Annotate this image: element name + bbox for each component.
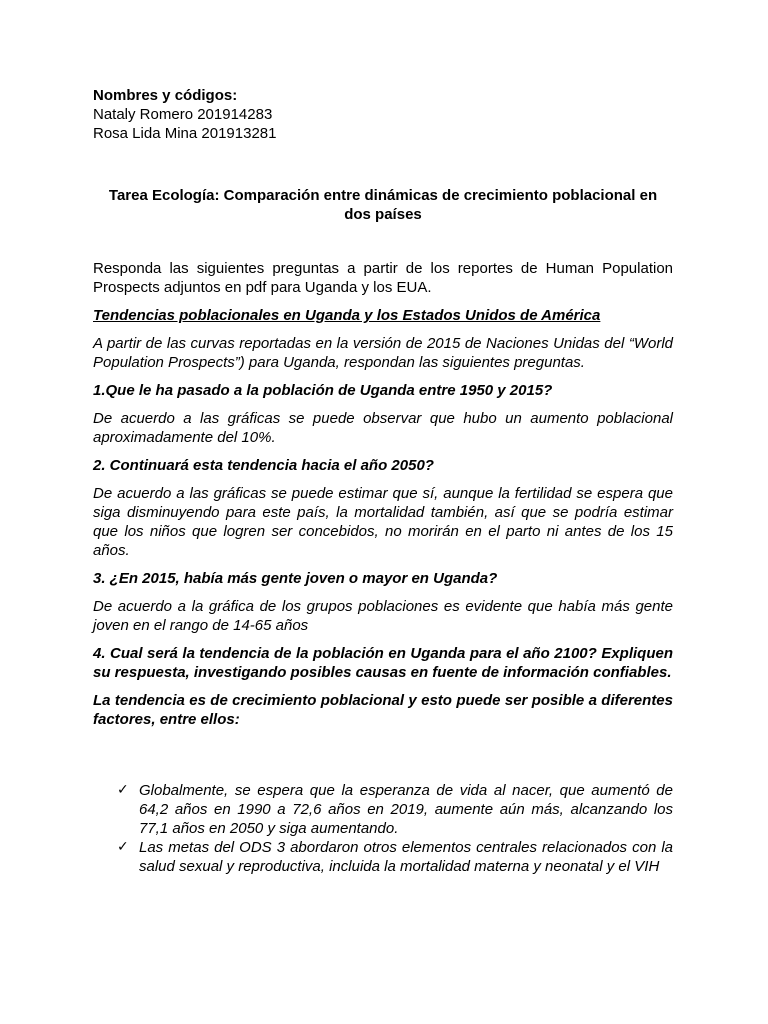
section-description: A partir de las curvas reportadas en la versión de 2015 de Naciones Unidas del “World Population Prospects”) para Uganda, respondan las siguientes preguntas. [93, 335, 673, 371]
answer-1: De acuerdo a las gráficas se puede observar que hubo un aumento poblacional aproximadamente del 10%. [93, 410, 673, 446]
document-title: Tarea Ecología: Comparación entre dinámicas de crecimiento poblacional en dos países [108, 187, 658, 223]
document-page [93, 86, 673, 876]
check-icon: ✓ [117, 839, 129, 855]
section-heading: Tendencias poblacionales en Uganda y los Estados Unidos de América [93, 307, 601, 324]
list-item-text: Globalmente, se espera que la esperanza de vida al nacer, que aumentó de 64,2 años en 1990 a 72,6 años en 2019, aumente aún más, alcanzando los 77,1 años en 2050 y siga aumentando. [139, 782, 673, 837]
check-icon: ✓ [117, 782, 129, 798]
answer-4: La tendencia es de crecimiento poblacional y esto puede ser posible a diferentes factores, entre ellos: [93, 692, 673, 728]
list-item [93, 781, 673, 838]
intro-paragraph: Responda las siguientes preguntas a partir de los reportes de Human Population Prospects adjuntos en pdf para Uganda y los EUA. [93, 260, 673, 296]
question-1: 1.Que le ha pasado a la población de Uganda entre 1950 y 2015? [93, 382, 553, 399]
answer-2: De acuerdo a las gráficas se puede estimar que sí, aunque la fertilidad se espera que siga disminuyendo para este país, la mortalidad también, así que se podría estimar que los niños que logren ser concebidos, no morirán en el parto ni antes de los 15 años. [93, 485, 673, 559]
authors-block [93, 86, 673, 143]
authors-label: Nombres y códigos: [93, 87, 238, 104]
question-2: 2. Continuará esta tendencia hacia el año 2050? [93, 457, 434, 474]
list-item [93, 838, 673, 876]
author-2: Rosa Lida Mina 201913281 [93, 125, 277, 142]
question-3: 3. ¿En 2015, había más gente joven o mayor en Uganda? [93, 570, 498, 587]
list-item-text: Las metas del ODS 3 abordaron otros elementos centrales relacionados con la salud sexual y reproductiva, incluida la mortalidad materna y neonatal y el VIH [139, 839, 673, 875]
author-1: Nataly Romero 201914283 [93, 106, 273, 123]
factors-list [93, 781, 673, 876]
question-4: 4. Cual será la tendencia de la población en Uganda para el año 2100? Expliquen su respuesta, investigando posibles causas en fuente de información confiables. [93, 645, 673, 681]
answer-3: De acuerdo a la gráfica de los grupos poblaciones es evidente que había más gente joven en el rango de 14-65 años [93, 598, 673, 634]
